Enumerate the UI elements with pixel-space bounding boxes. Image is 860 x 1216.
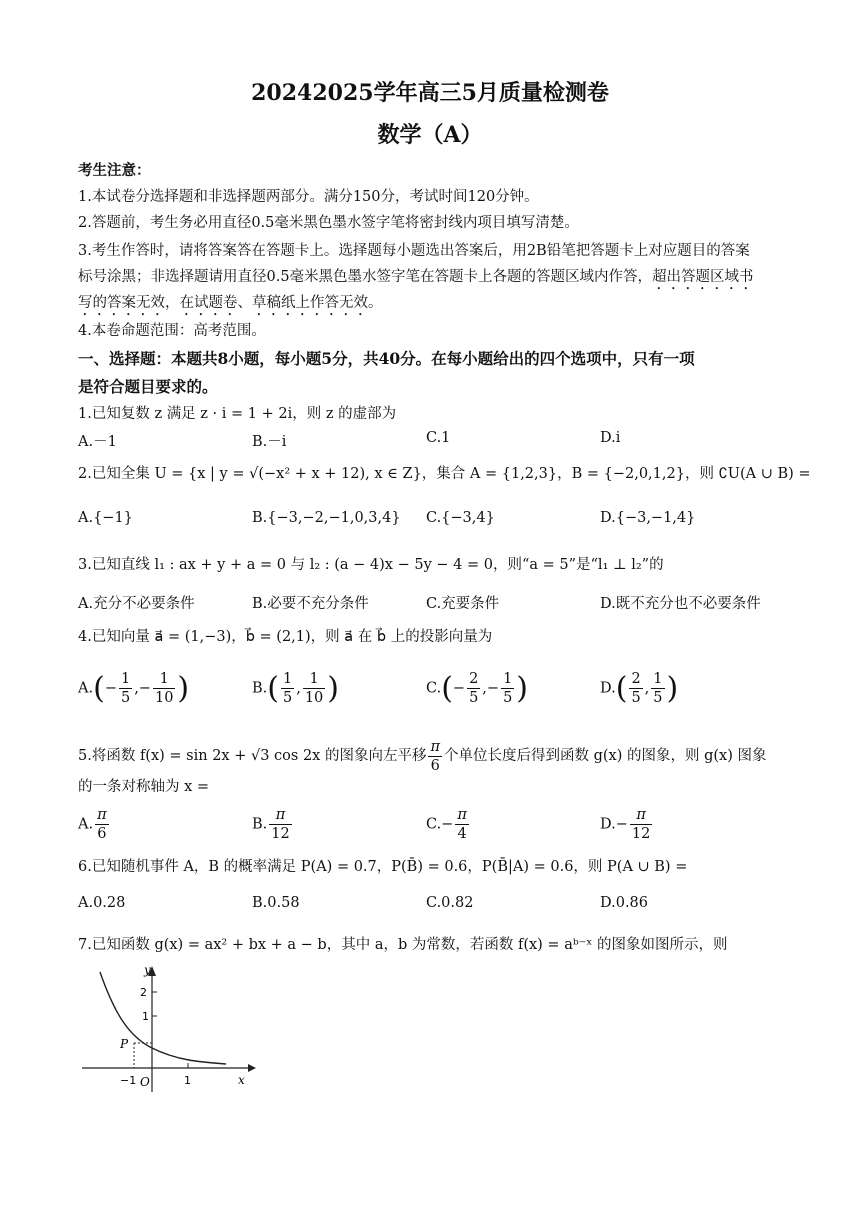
question-5-option-d[interactable]: [600, 806, 654, 843]
left-paren: (: [441, 671, 453, 706]
question-7-stem: 7.已知函数 g(x) = ax² + bx + a − b，其中 a，b 为常数，若函数 f(x) = aᵇ⁻ˣ 的图象如图所示，则: [78, 937, 728, 953]
numerator: 1: [653, 671, 663, 687]
left-paren: (: [267, 671, 279, 706]
notice-item-4: 4.本卷命题范围：高考范围。: [78, 323, 266, 339]
fraction: [153, 670, 175, 707]
denominator: 12: [271, 826, 290, 842]
denominator: 5: [503, 690, 513, 706]
numerator: π: [457, 807, 467, 823]
denominator: 6: [430, 757, 440, 774]
question-5-stem-line-1: [78, 736, 784, 776]
right-paren: ): [666, 671, 679, 706]
exponential-curve: [100, 972, 226, 1064]
x-axis-label: x: [238, 1073, 245, 1087]
numerator: 2: [469, 671, 479, 687]
numerator: π: [97, 807, 107, 823]
origin-label: O: [140, 1075, 150, 1089]
denominator: 5: [282, 690, 293, 706]
numerator: 1: [503, 671, 513, 687]
option-label: D.−: [600, 816, 628, 833]
notice-item-1: 1.本试卷分选择题和非选择题两部分。满分150分，考试时间120分钟。: [78, 189, 539, 205]
y-tick-label-2: 2: [140, 986, 147, 999]
function-graph: [78, 962, 256, 1096]
option-label: D.: [600, 680, 616, 697]
fraction: [651, 670, 664, 707]
fraction: [303, 670, 325, 707]
question-6-stem: 6.已知随机事件 A，B 的概率满足 P(A) = 0.7，P(B̄) = 0.6，P(B̄|A) = 0.6，则 P(A ∪ B) =: [78, 859, 688, 875]
question-1-option-a[interactable]: A.－1: [78, 434, 117, 450]
denominator: 12: [631, 826, 651, 842]
question-3-option-b[interactable]: B.必要不充分条件: [252, 596, 369, 612]
question-6-option-b[interactable]: B.0.58: [252, 895, 300, 911]
question-1-stem: 1.已知复数 z 满足 z · i = 1 + 2i，则 z 的虚部为: [78, 406, 397, 422]
section-heading-line-1: 一、选择题：本题共8小题，每小题5分，共40分。在每小题给出的四个选项中，只有一项: [78, 349, 695, 368]
question-6-option-a[interactable]: A.0.28: [78, 895, 126, 911]
notice-item-3-end: 。: [368, 295, 383, 311]
exam-subject: 数学（A）: [377, 122, 483, 148]
point-p-label: P: [120, 1037, 129, 1051]
fraction: [455, 806, 469, 843]
numerator: 2: [631, 671, 641, 687]
question-4-option-d[interactable]: D.( $\frac{2}{5}$ , $\frac{1}{5}$ ): [600, 671, 679, 706]
question-6-option-d[interactable]: D.0.86: [600, 895, 649, 911]
left-paren: (: [615, 671, 628, 706]
question-5-option-a[interactable]: [78, 806, 111, 843]
question-4-option-b[interactable]: B.( $\frac{1}{5}$ , $\frac{1}{10}$ ): [252, 671, 339, 706]
question-2-stem: 2.已知全集 U = {x | y = √(−x² + x + 12), x ∈ Z}，集合 A = {1,2,3}，B = {−2,0,1,2}，则 ∁U(A ∪ B) =: [78, 466, 811, 482]
numerator: 1: [120, 671, 131, 687]
section-heading-line-2: 是符合题目要求的。: [78, 377, 218, 396]
numerator: 1: [282, 671, 293, 687]
question-1-option-d[interactable]: D.i: [600, 430, 621, 446]
question-4-option-a[interactable]: A.(− $\frac{1}{5}$ ,− $\frac{1}{10}$ ): [78, 671, 190, 706]
numerator: π: [630, 806, 652, 825]
denominator: 10: [304, 690, 324, 706]
question-1-option-c[interactable]: C.1: [426, 430, 451, 446]
numerator: 1: [153, 670, 175, 689]
question-5-stem-line-2: 的一条对称轴为 x =: [78, 779, 210, 795]
fraction: [119, 670, 132, 707]
fraction: [630, 806, 652, 843]
question-5-option-c[interactable]: [426, 806, 471, 843]
question-3-option-c[interactable]: C.充要条件: [426, 596, 500, 612]
question-6-option-c[interactable]: C.0.82: [426, 895, 474, 911]
question-2-option-c[interactable]: C.{−3,4}: [426, 510, 495, 526]
numerator: π: [430, 738, 440, 755]
y-axis-label: y: [144, 963, 151, 977]
question-5-stem-part-1: 5.将函数 f(x) = sin 2x + √3 cos 2x 的图象向左平移: [78, 748, 427, 764]
option-label: B.: [252, 816, 268, 833]
fraction: [428, 738, 442, 775]
denominator: 5: [631, 690, 641, 706]
option-label: C.: [426, 680, 442, 697]
option-label: A.: [78, 680, 94, 697]
fraction: [501, 670, 514, 707]
denominator: 10: [154, 690, 174, 706]
numerator: π: [269, 806, 291, 825]
denominator: 5: [120, 690, 131, 706]
x-tick-label-1: 1: [184, 1074, 191, 1087]
question-5-stem-part-2: 个单位长度后得到函数 g(x) 的图象，则 g(x) 图象: [443, 748, 767, 764]
question-4-stem: 4.已知向量 a⃗ = (1,−3)，b⃗ = (2,1)，则 a⃗ 在 b⃗ 上的投影向量为: [78, 629, 493, 645]
option-label: A.: [78, 816, 94, 833]
notice-item-3-emphasis: 超出答题区域书: [652, 269, 754, 285]
notice-item-3-text: 标号涂黑；非选择题请用直径0.5毫米黑色墨水签字笔在答题卡上各题的答题区域内作答，: [78, 269, 653, 285]
fraction: [629, 670, 642, 707]
denominator: 5: [469, 690, 479, 706]
fraction: [95, 806, 109, 843]
fraction: [281, 670, 294, 707]
right-paren: ): [327, 671, 339, 706]
option-label: C.−: [426, 816, 454, 833]
question-5-option-b[interactable]: [252, 806, 294, 843]
denominator: 6: [97, 826, 107, 842]
fraction: [269, 806, 291, 843]
exam-title: 20242025学年高三5月质量检测卷: [251, 80, 609, 106]
notice-item-3-line-3: [78, 292, 784, 319]
notice-item-2: 2.答题前，考生务必用直径0.5毫米黑色墨水签字笔将密封线内项目填写清楚。: [78, 215, 579, 231]
question-2-option-d[interactable]: D.{−3,−1,4}: [600, 510, 696, 526]
notice-heading: 考生注意：: [78, 162, 151, 179]
denominator: 4: [457, 826, 467, 842]
numerator: 1: [303, 670, 325, 689]
question-2-option-a[interactable]: A.{−1}: [78, 510, 133, 526]
notice-item-3-line-1: 3.考生作答时，请将答案答在答题卡上。选择题每小题选出答案后，用2B铅笔把答题卡上对应题目的答案: [78, 243, 750, 259]
question-2-option-b[interactable]: B.{−3,−2,−1,0,3,4}: [252, 510, 401, 526]
right-paren: ): [177, 671, 190, 706]
x-axis-arrow: [248, 1064, 256, 1072]
notice-item-3-emphasis-2: 写的答案无效，在试题卷、草稿纸上作答无效: [78, 295, 368, 311]
denominator: 5: [653, 690, 663, 706]
question-4-option-c[interactable]: C.(− $\frac{2}{5}$ ,− $\frac{1}{5}$ ): [426, 671, 529, 706]
question-3-stem: 3.已知直线 l₁ : ax + y + a = 0 与 l₂ : (a − 4)x − 5y − 4 = 0，则“a = 5”是“l₁ ⊥ l₂”的: [78, 557, 664, 573]
question-3-option-a[interactable]: A.充分不必要条件: [78, 596, 195, 612]
question-1-option-b[interactable]: B.－i: [252, 434, 287, 450]
left-paren: (: [93, 671, 105, 706]
option-label: B.: [252, 680, 268, 697]
notice-item-3-line-2: [78, 266, 784, 293]
question-3-option-d[interactable]: D.既不充分也不必要条件: [600, 596, 761, 612]
x-tick-label-minus-1: −1: [120, 1074, 137, 1087]
right-paren: ): [516, 671, 529, 706]
y-tick-label-1: 1: [142, 1010, 149, 1023]
fraction: [467, 670, 480, 707]
